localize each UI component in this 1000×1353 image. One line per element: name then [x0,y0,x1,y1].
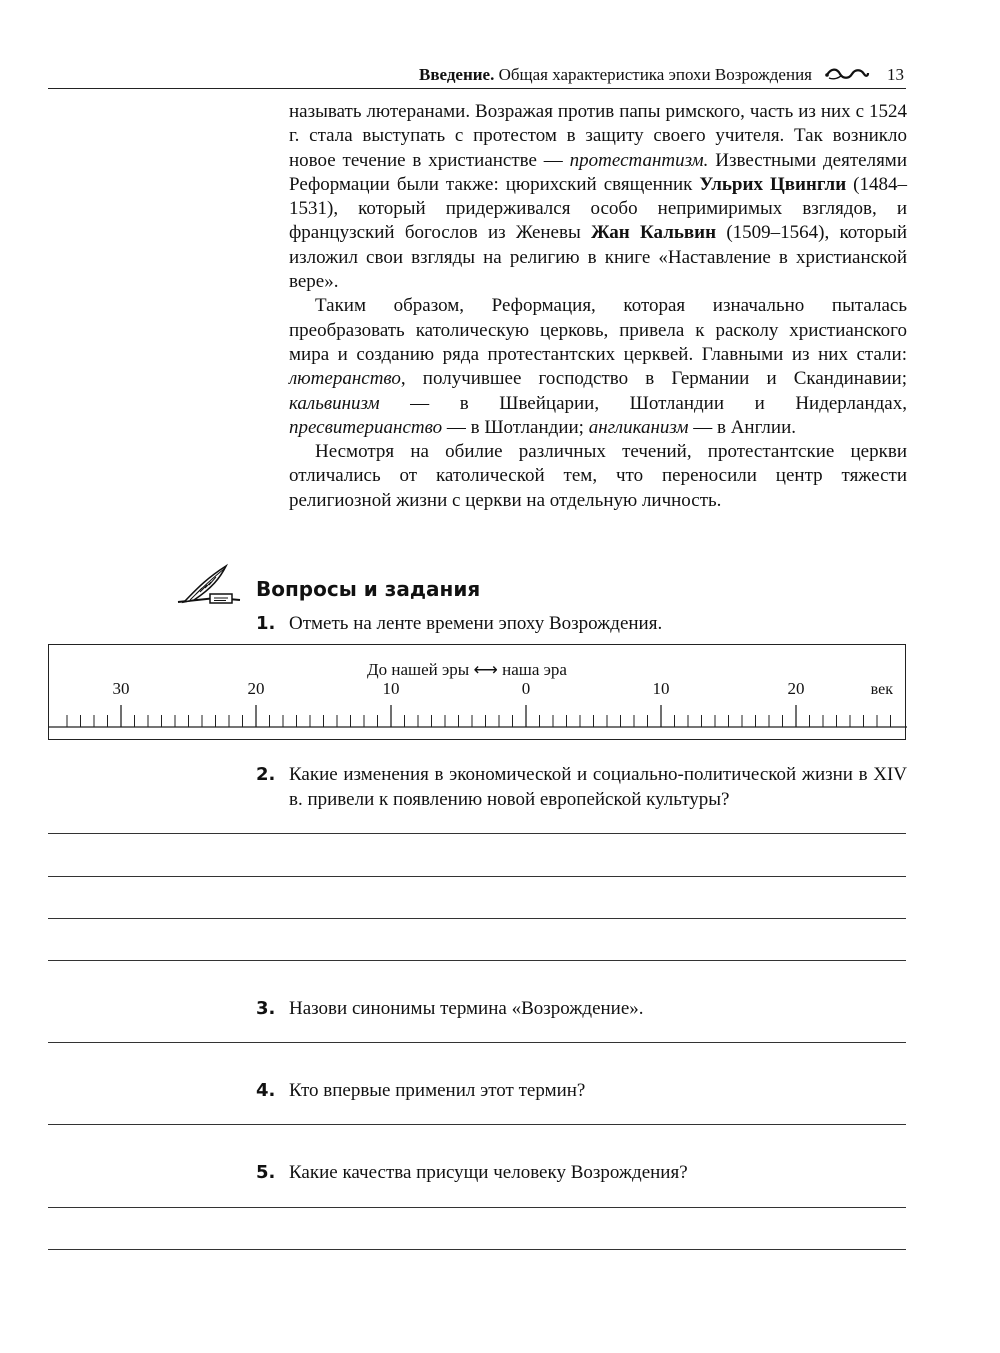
text-run: Таким образом, Реформация, которая изначально пыталась преобразовать католическую церковь, привела к расколу христианского мира и созданию ряда протестантских церквей. Главными из них стали: [289,295,907,365]
italic-term: пресвитерианство [289,416,443,438]
paragraph-3 [289,440,907,513]
text-run: , получившее господство в Германии и Скандинавии; [400,368,907,390]
timeline-ruler[interactable] [48,644,906,740]
question-number: 1. [256,613,276,634]
header-bold: Введение. [418,65,495,84]
timeline-tick-label: 10 [382,679,400,698]
question-number: 3. [256,998,276,1019]
answer-line[interactable] [48,1249,906,1250]
ornament-icon [824,66,870,82]
italic-term: кальвинизм [289,392,380,414]
page-number: 13 [887,65,904,84]
timeline-tick-label: 20 [787,679,805,698]
answer-line[interactable] [48,918,906,919]
quill-pen-icon [176,562,242,608]
paragraph-2 [289,294,907,440]
question-text: Какие изменения в экономической и социально-политической жизни в XIV в. привели к появлению новой европейской культуры? [289,764,907,810]
text-run: (1484–1531), который придерживался особо непримиримых взглядов, и французский богослов из Женевы [289,173,907,244]
answer-line[interactable] [48,876,906,877]
header-title [419,65,812,85]
header-subtitle: Общая характеристика эпохи Возрождения [498,65,812,84]
italic-term: протестантизм. [569,149,709,171]
italic-term: лютеранство [289,368,401,390]
answer-line[interactable] [48,1207,906,1208]
body-text [289,100,907,513]
bold-name: Ульрих Цвингли [699,173,847,195]
timeline-graphic [49,645,907,741]
text-run: называть лютеранами. Возражая против папы римского, часть из них с 1524 г. стала выступать с протестом в защиту своего учителя. Так возникло новое течение в христианстве — [289,101,907,171]
timeline-tick-label: 10 [652,679,670,698]
timeline-tick-label: 30 [112,679,130,698]
running-header [48,60,906,89]
paragraph-1 [289,100,907,294]
answer-line[interactable] [48,1124,906,1125]
question-4 [256,1078,907,1103]
question-text: Отметь на ленте времени эпоху Возрождения. [289,613,663,634]
question-3 [256,996,907,1021]
text-run: — в Англии. [688,416,796,438]
answer-line[interactable] [48,1042,906,1043]
timeline-labels [113,679,805,698]
question-text: Назови синонимы термина «Возрождение». [289,998,644,1019]
bold-name: Жан Кальвин [590,222,717,244]
timeline-unit-label: век [870,681,893,698]
italic-term: англиканизм [588,416,689,438]
timeline-tick-label: 0 [521,679,531,698]
question-text: Какие качества присущи человеку Возрождения? [289,1162,688,1183]
question-5 [256,1160,907,1185]
section-title: Вопросы и задания [256,577,481,601]
text-run: Известными деятелями Реформации были также: цюрихский священник [289,149,907,195]
answer-line[interactable] [48,960,906,961]
timeline-caption: До нашей эры ⟷ наша эра [367,660,567,679]
timeline-tick-label: 20 [247,679,265,698]
text-run: (1509–1564), который изложил свои взгляды на религию в книге «Наставление в христианской вере». [289,222,907,293]
question-number: 5. [256,1162,276,1183]
question-1 [256,611,907,636]
question-number: 2. [256,764,276,785]
answer-line[interactable] [48,833,906,834]
text-run: — в Шотландии; [442,416,589,438]
text-run: Несмотря на обилие различных течений, протестантские церкви отличались от католической тем, что переносили центр тяжести религиозной жизни с церкви на отдельную личность. [289,441,907,511]
question-text: Кто впервые применил этот термин? [289,1080,586,1101]
question-2 [256,762,907,812]
text-run: — в Швейцарии, Шотландии и Нидерландах, [379,392,907,414]
timeline-ticks [67,705,891,727]
question-number: 4. [256,1080,276,1101]
